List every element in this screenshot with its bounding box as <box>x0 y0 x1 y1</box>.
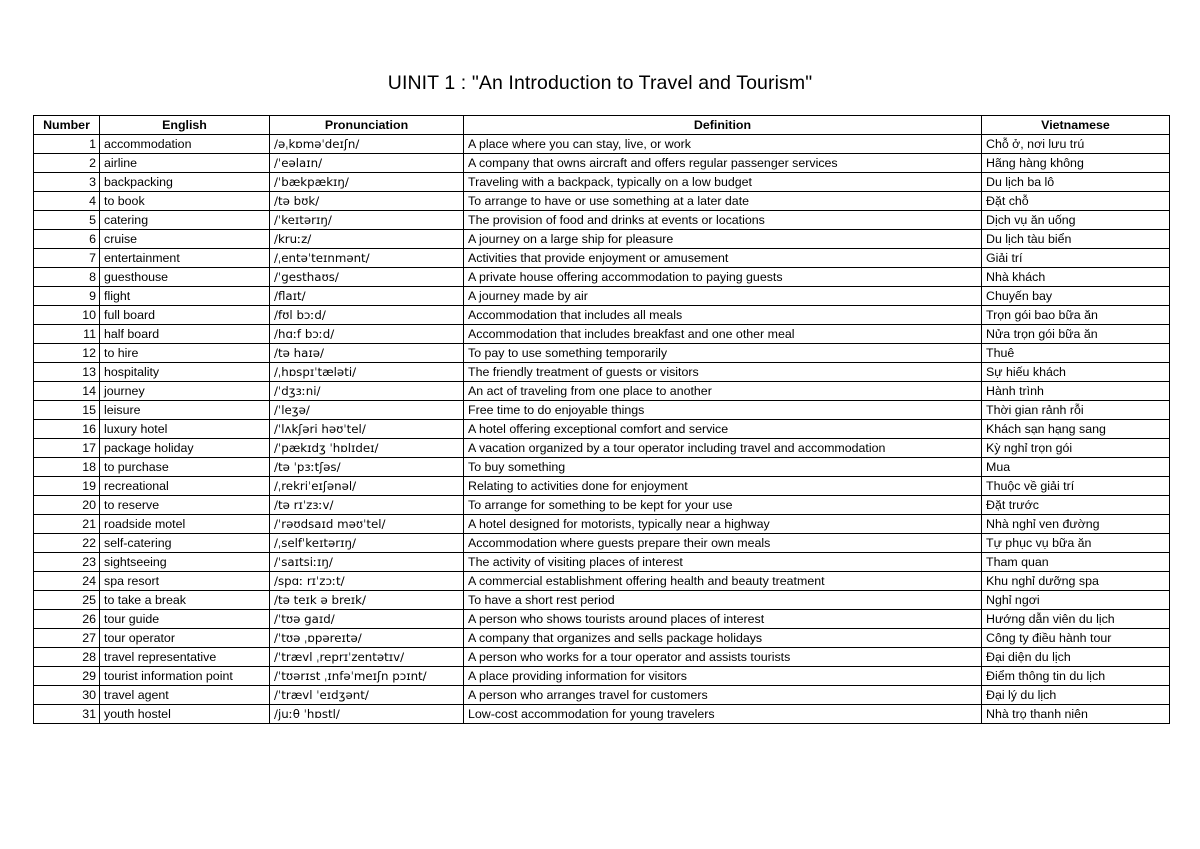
table-row <box>34 401 1170 420</box>
cell-vietnamese: Tham quan <box>982 553 1170 572</box>
vocabulary-table <box>33 115 1170 724</box>
cell-pronunciation: /juːθ ˈhɒstl/ <box>270 705 464 724</box>
cell-pronunciation: /ˈtʊə ˌɒpəreɪtə/ <box>270 629 464 648</box>
table-row <box>34 477 1170 496</box>
cell-english: airline <box>100 154 270 173</box>
cell-vietnamese: Thời gian rảnh rỗi <box>982 401 1170 420</box>
cell-definition: Accommodation that includes all meals <box>464 306 982 325</box>
table-row <box>34 173 1170 192</box>
cell-definition: A place where you can stay, live, or work <box>464 135 982 154</box>
table-row <box>34 553 1170 572</box>
cell-definition: A hotel offering exceptional comfort and service <box>464 420 982 439</box>
header-number: Number <box>34 116 100 135</box>
cell-definition: Activities that provide enjoyment or amusement <box>464 249 982 268</box>
cell-english: to book <box>100 192 270 211</box>
cell-english: package holiday <box>100 439 270 458</box>
cell-vietnamese: Đặt chỗ <box>982 192 1170 211</box>
cell-english: catering <box>100 211 270 230</box>
table-row <box>34 629 1170 648</box>
cell-number: 6 <box>34 230 100 249</box>
table-row <box>34 667 1170 686</box>
table-row <box>34 591 1170 610</box>
cell-number: 12 <box>34 344 100 363</box>
cell-english: self-catering <box>100 534 270 553</box>
cell-number: 2 <box>34 154 100 173</box>
cell-pronunciation: /ˈlʌkʃəri həʊˈtel/ <box>270 420 464 439</box>
cell-number: 26 <box>34 610 100 629</box>
cell-english: backpacking <box>100 173 270 192</box>
cell-number: 10 <box>34 306 100 325</box>
cell-number: 3 <box>34 173 100 192</box>
cell-number: 30 <box>34 686 100 705</box>
cell-definition: A private house offering accommodation to paying guests <box>464 268 982 287</box>
cell-pronunciation: /flaɪt/ <box>270 287 464 306</box>
cell-definition: The activity of visiting places of interest <box>464 553 982 572</box>
table-row <box>34 458 1170 477</box>
cell-vietnamese: Điểm thông tin du lịch <box>982 667 1170 686</box>
table-row <box>34 154 1170 173</box>
header-definition: Definition <box>464 116 982 135</box>
cell-vietnamese: Giải trí <box>982 249 1170 268</box>
cell-english: guesthouse <box>100 268 270 287</box>
table-row <box>34 439 1170 458</box>
cell-pronunciation: /ˈleʒə/ <box>270 401 464 420</box>
cell-definition: An act of traveling from one place to another <box>464 382 982 401</box>
cell-number: 23 <box>34 553 100 572</box>
cell-vietnamese: Nghỉ ngơi <box>982 591 1170 610</box>
cell-definition: Free time to do enjoyable things <box>464 401 982 420</box>
cell-pronunciation: /ˈtrævl ˌreprɪˈzentətɪv/ <box>270 648 464 667</box>
table-row <box>34 211 1170 230</box>
cell-english: roadside motel <box>100 515 270 534</box>
table-row <box>34 192 1170 211</box>
cell-vietnamese: Thuê <box>982 344 1170 363</box>
cell-number: 19 <box>34 477 100 496</box>
cell-definition: Relating to activities done for enjoyment <box>464 477 982 496</box>
cell-number: 20 <box>34 496 100 515</box>
cell-number: 17 <box>34 439 100 458</box>
cell-pronunciation: /spɑː rɪˈzɔːt/ <box>270 572 464 591</box>
cell-english: tour operator <box>100 629 270 648</box>
cell-vietnamese: Hãng hàng không <box>982 154 1170 173</box>
cell-english: recreational <box>100 477 270 496</box>
cell-number: 7 <box>34 249 100 268</box>
cell-pronunciation: /ˈpækɪdʒ ˈhɒlɪdeɪ/ <box>270 439 464 458</box>
cell-vietnamese: Nửa trọn gói bữa ăn <box>982 325 1170 344</box>
cell-pronunciation: /ˈbækpækɪŋ/ <box>270 173 464 192</box>
table-row <box>34 420 1170 439</box>
table-row <box>34 344 1170 363</box>
cell-definition: A journey on a large ship for pleasure <box>464 230 982 249</box>
cell-english: flight <box>100 287 270 306</box>
cell-english: tour guide <box>100 610 270 629</box>
cell-vietnamese: Tự phục vụ bữa ăn <box>982 534 1170 553</box>
table-row <box>34 230 1170 249</box>
cell-definition: The friendly treatment of guests or visitors <box>464 363 982 382</box>
cell-vietnamese: Trọn gói bao bữa ăn <box>982 306 1170 325</box>
cell-number: 24 <box>34 572 100 591</box>
cell-vietnamese: Mua <box>982 458 1170 477</box>
cell-definition: A journey made by air <box>464 287 982 306</box>
cell-vietnamese: Công ty điều hành tour <box>982 629 1170 648</box>
cell-english: to hire <box>100 344 270 363</box>
cell-english: full board <box>100 306 270 325</box>
cell-number: 16 <box>34 420 100 439</box>
cell-pronunciation: /ˌselfˈkeɪtərɪŋ/ <box>270 534 464 553</box>
cell-vietnamese: Nhà khách <box>982 268 1170 287</box>
cell-english: to take a break <box>100 591 270 610</box>
cell-definition: To arrange to have or use something at a later date <box>464 192 982 211</box>
cell-vietnamese: Đại diện du lịch <box>982 648 1170 667</box>
cell-definition: A hotel designed for motorists, typically near a highway <box>464 515 982 534</box>
cell-definition: To have a short rest period <box>464 591 982 610</box>
cell-pronunciation: /ˈtrævl ˈeɪdʒənt/ <box>270 686 464 705</box>
cell-number: 9 <box>34 287 100 306</box>
cell-number: 5 <box>34 211 100 230</box>
cell-number: 18 <box>34 458 100 477</box>
cell-english: to reserve <box>100 496 270 515</box>
table-row <box>34 363 1170 382</box>
cell-definition: Accommodation that includes breakfast and one other meal <box>464 325 982 344</box>
cell-english: entertainment <box>100 249 270 268</box>
cell-number: 21 <box>34 515 100 534</box>
table-row <box>34 135 1170 154</box>
cell-definition: A vacation organized by a tour operator including travel and accommodation <box>464 439 982 458</box>
cell-pronunciation: /kruːz/ <box>270 230 464 249</box>
cell-english: youth hostel <box>100 705 270 724</box>
cell-english: sightseeing <box>100 553 270 572</box>
cell-vietnamese: Khách sạn hạng sang <box>982 420 1170 439</box>
table-row <box>34 515 1170 534</box>
cell-vietnamese: Chỗ ở, nơi lưu trú <box>982 135 1170 154</box>
cell-number: 25 <box>34 591 100 610</box>
cell-pronunciation: /əˌkɒməˈdeɪʃn/ <box>270 135 464 154</box>
cell-number: 29 <box>34 667 100 686</box>
page-title: UINIT 1 : "An Introduction to Travel and Tourism" <box>387 72 813 94</box>
cell-pronunciation: /ˈgesthaʊs/ <box>270 268 464 287</box>
cell-vietnamese: Hành trình <box>982 382 1170 401</box>
cell-pronunciation: /ˈeəlaɪn/ <box>270 154 464 173</box>
cell-number: 28 <box>34 648 100 667</box>
cell-english: travel agent <box>100 686 270 705</box>
cell-number: 31 <box>34 705 100 724</box>
cell-vietnamese: Nhà nghỉ ven đường <box>982 515 1170 534</box>
cell-english: half board <box>100 325 270 344</box>
table-row <box>34 686 1170 705</box>
cell-pronunciation: /tə haɪə/ <box>270 344 464 363</box>
cell-english: travel representative <box>100 648 270 667</box>
cell-number: 8 <box>34 268 100 287</box>
cell-pronunciation: /ˈrəʊdsaɪd məʊˈtel/ <box>270 515 464 534</box>
cell-definition: To pay to use something temporarily <box>464 344 982 363</box>
cell-definition: A person who arranges travel for customers <box>464 686 982 705</box>
cell-definition: To buy something <box>464 458 982 477</box>
cell-english: leisure <box>100 401 270 420</box>
cell-definition: A company that owns aircraft and offers regular passenger services <box>464 154 982 173</box>
cell-english: tourist information point <box>100 667 270 686</box>
table-header-row <box>34 116 1170 135</box>
cell-pronunciation: /tə teɪk ə breɪk/ <box>270 591 464 610</box>
cell-pronunciation: /tə ˈpɜːtʃəs/ <box>270 458 464 477</box>
cell-vietnamese: Kỳ nghỉ trọn gói <box>982 439 1170 458</box>
cell-pronunciation: /ˈdʒɜːni/ <box>270 382 464 401</box>
table-row <box>34 382 1170 401</box>
cell-english: spa resort <box>100 572 270 591</box>
cell-number: 27 <box>34 629 100 648</box>
header-pronunciation: Pronunciation <box>270 116 464 135</box>
cell-vietnamese: Du lịch tàu biển <box>982 230 1170 249</box>
cell-vietnamese: Hướng dẫn viên du lịch <box>982 610 1170 629</box>
table-row <box>34 325 1170 344</box>
cell-definition: Traveling with a backpack, typically on a low budget <box>464 173 982 192</box>
cell-definition: A commercial establishment offering health and beauty treatment <box>464 572 982 591</box>
cell-english: cruise <box>100 230 270 249</box>
table-row <box>34 306 1170 325</box>
cell-pronunciation: /ˌhɒspɪˈtæləti/ <box>270 363 464 382</box>
header-vietnamese: Vietnamese <box>982 116 1170 135</box>
cell-definition: To arrange for something to be kept for your use <box>464 496 982 515</box>
table-row <box>34 287 1170 306</box>
cell-pronunciation: /ˈsaɪtsiːɪŋ/ <box>270 553 464 572</box>
cell-english: luxury hotel <box>100 420 270 439</box>
cell-vietnamese: Chuyến bay <box>982 287 1170 306</box>
cell-vietnamese: Dịch vụ ăn uống <box>982 211 1170 230</box>
cell-vietnamese: Thuộc về giải trí <box>982 477 1170 496</box>
cell-definition: Low-cost accommodation for young travelers <box>464 705 982 724</box>
cell-number: 15 <box>34 401 100 420</box>
cell-vietnamese: Khu nghỉ dưỡng spa <box>982 572 1170 591</box>
cell-number: 1 <box>34 135 100 154</box>
cell-pronunciation: /ˈkeɪtərɪŋ/ <box>270 211 464 230</box>
cell-definition: A person who shows tourists around places of interest <box>464 610 982 629</box>
cell-vietnamese: Đặt trước <box>982 496 1170 515</box>
table-row <box>34 705 1170 724</box>
table-row <box>34 534 1170 553</box>
table-row <box>34 496 1170 515</box>
cell-vietnamese: Đại lý du lịch <box>982 686 1170 705</box>
cell-number: 11 <box>34 325 100 344</box>
cell-number: 22 <box>34 534 100 553</box>
cell-number: 13 <box>34 363 100 382</box>
cell-definition: A person who works for a tour operator and assists tourists <box>464 648 982 667</box>
cell-definition: The provision of food and drinks at events or locations <box>464 211 982 230</box>
cell-number: 14 <box>34 382 100 401</box>
cell-english: to purchase <box>100 458 270 477</box>
cell-definition: Accommodation where guests prepare their own meals <box>464 534 982 553</box>
cell-english: journey <box>100 382 270 401</box>
cell-pronunciation: /fʊl bɔːd/ <box>270 306 464 325</box>
cell-definition: A place providing information for visitors <box>464 667 982 686</box>
cell-pronunciation: /ˈtʊə gaɪd/ <box>270 610 464 629</box>
cell-pronunciation: /ˌentəˈteɪnmənt/ <box>270 249 464 268</box>
table-row <box>34 610 1170 629</box>
cell-number: 4 <box>34 192 100 211</box>
table-row <box>34 572 1170 591</box>
cell-vietnamese: Du lịch ba lô <box>982 173 1170 192</box>
cell-pronunciation: /tə bʊk/ <box>270 192 464 211</box>
cell-definition: A company that organizes and sells package holidays <box>464 629 982 648</box>
table-row <box>34 648 1170 667</box>
cell-pronunciation: /ˌrekriˈeɪʃənəl/ <box>270 477 464 496</box>
cell-pronunciation: /ˈtʊərɪst ˌɪnfəˈmeɪʃn pɔɪnt/ <box>270 667 464 686</box>
cell-pronunciation: /hɑːf bɔːd/ <box>270 325 464 344</box>
header-english: English <box>100 116 270 135</box>
table-row <box>34 249 1170 268</box>
cell-english: accommodation <box>100 135 270 154</box>
table-row <box>34 268 1170 287</box>
cell-vietnamese: Sự hiếu khách <box>982 363 1170 382</box>
cell-pronunciation: /tə rɪˈzɜːv/ <box>270 496 464 515</box>
cell-english: hospitality <box>100 363 270 382</box>
cell-vietnamese: Nhà trọ thanh niên <box>982 705 1170 724</box>
